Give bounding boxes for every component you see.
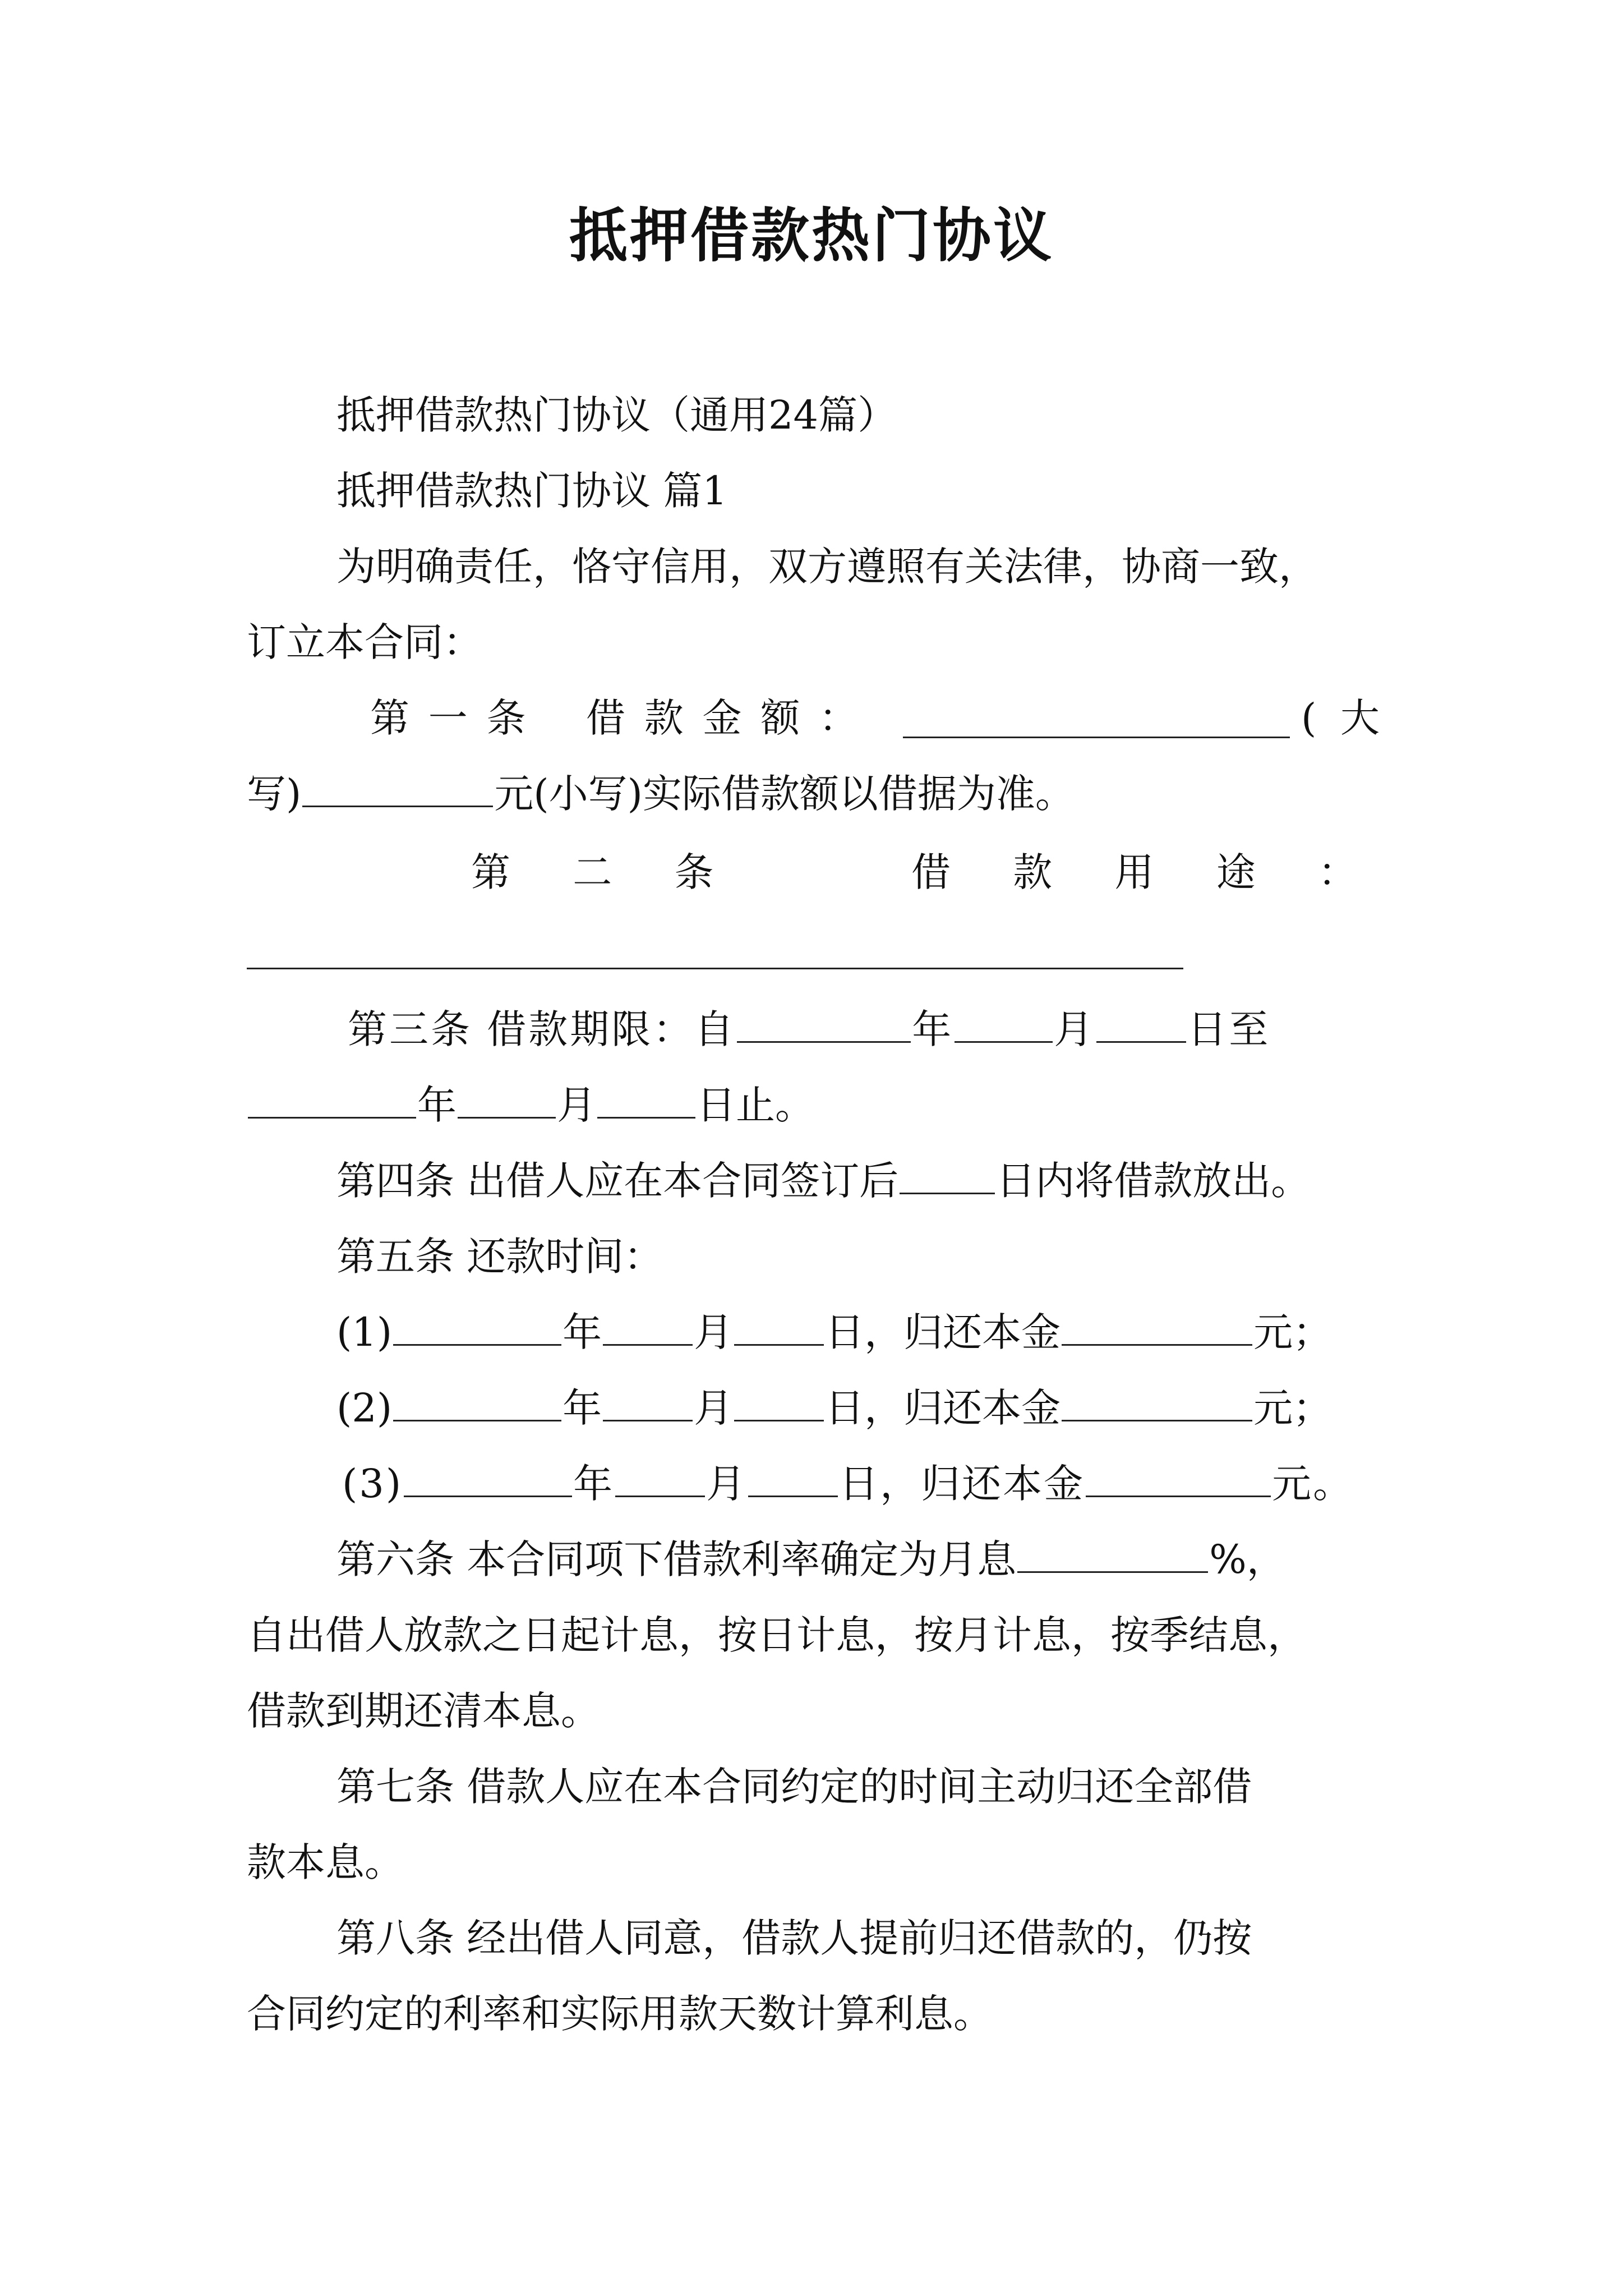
document-subtitle: 抵押借款热门协议（通用24篇） — [336, 392, 897, 438]
repayment-item-3 — [342, 1456, 1354, 1512]
article-3-line-1 — [348, 1001, 1270, 1057]
article-1-open-paren: ( — [1301, 695, 1317, 741]
end-year-blank — [248, 1082, 416, 1119]
article-2-char: 第 — [471, 849, 510, 895]
amount-uppercase-blank — [903, 737, 1290, 738]
repayment-day-blank — [734, 1309, 824, 1346]
article-7-line-2: 款本息。 — [247, 1839, 404, 1885]
repayment-year: 年 — [562, 1309, 602, 1355]
article-8-line-1: 第八条 经出借人同意，借款人提前归还借款的，仍按 — [336, 1915, 1252, 1961]
article-4 — [336, 1153, 1310, 1209]
repayment-end: 元； — [1253, 1385, 1332, 1431]
purpose-blank — [247, 968, 1183, 969]
article-1-line-2 — [247, 766, 1075, 822]
article-3-year: 年 — [912, 1006, 954, 1052]
amount-lowercase-blank — [302, 771, 493, 807]
repayment-end: 元； — [1253, 1309, 1332, 1355]
repayment-item-2 — [336, 1380, 1332, 1436]
end-day-blank — [597, 1082, 695, 1119]
repayment-day: 日，归还本金 — [825, 1309, 1061, 1355]
article-3-day-end: 日止。 — [697, 1082, 814, 1128]
article-6-line-2: 自出借人放款之日起计息，按日计息，按月计息，按季结息， — [247, 1612, 1307, 1658]
repayment-label: (3) — [342, 1461, 403, 1507]
article-3-month-2: 月 — [557, 1082, 596, 1128]
repayment-amount-blank — [1062, 1309, 1252, 1346]
repayment-year: 年 — [573, 1461, 615, 1507]
article-1-char: 金 — [702, 695, 742, 741]
article-2-char: 条 — [674, 849, 714, 895]
article-1-heading — [370, 690, 858, 746]
repayment-month-blank — [615, 1461, 705, 1497]
article-4-end: 日内将借款放出。 — [996, 1158, 1311, 1204]
article-6-line-1 — [336, 1531, 1286, 1588]
article-3-start: 第三条 借款期限：自 — [348, 1006, 736, 1052]
article-2-heading — [471, 844, 1357, 900]
article-6-end: %， — [1209, 1536, 1286, 1582]
intro-line-1: 为明确责任，恪守信用，双方遵照有关法律，协商一致， — [336, 544, 1318, 590]
repayment-item-1 — [336, 1304, 1332, 1360]
article-5-heading: 第五条 还款时间： — [336, 1234, 663, 1280]
article-1-char: ： — [819, 695, 858, 741]
document-title: 抵押借款热门协议 — [569, 201, 1054, 270]
article-3-day-to: 日至 — [1187, 1006, 1271, 1052]
interest-rate-blank — [1017, 1536, 1208, 1573]
repayment-month-blank — [603, 1385, 693, 1421]
article-1-char: 借 — [586, 695, 625, 741]
article-1-big: 大 — [1340, 695, 1380, 741]
article-7-line-1: 第七条 借款人应在本合同约定的时间主动归还全部借 — [336, 1764, 1252, 1810]
article-6-start: 第六条 本合同项下借款利率确定为月息 — [336, 1536, 1017, 1582]
article-3-month: 月 — [1054, 1006, 1096, 1052]
repayment-label: (2) — [336, 1385, 393, 1431]
article-1-line-2-rest: 元(小写)实际借款额以借据为准。 — [494, 771, 1075, 817]
repayment-day: 日，归还本金 — [839, 1461, 1085, 1507]
article-8-line-2: 合同约定的利率和实际用款天数计算利息。 — [247, 1991, 993, 2037]
article-1-char: 条 — [486, 695, 526, 741]
start-year-blank — [737, 1006, 911, 1043]
repayment-day-blank — [734, 1385, 824, 1421]
repayment-month-blank — [603, 1309, 693, 1346]
article-2-char: 借 — [911, 849, 951, 895]
repayment-month: 月 — [706, 1461, 748, 1507]
article-2-char: 用 — [1114, 849, 1154, 895]
repayment-month: 月 — [694, 1385, 734, 1431]
repayment-day-blank — [748, 1461, 838, 1497]
release-days-blank — [900, 1158, 995, 1194]
article-6-line-3: 借款到期还清本息。 — [247, 1688, 600, 1734]
repayment-amount-blank — [1086, 1461, 1271, 1497]
end-month-blank — [458, 1082, 556, 1119]
intro-line-2: 订立本合同： — [247, 619, 482, 665]
article-2-char: ： — [1318, 849, 1357, 895]
article-2-char: 二 — [573, 849, 612, 895]
repayment-year-blank — [393, 1385, 561, 1421]
start-month-blank — [955, 1006, 1053, 1043]
repayment-month: 月 — [694, 1309, 734, 1355]
repayment-year-blank — [404, 1461, 572, 1497]
repayment-day: 日，归还本金 — [825, 1385, 1061, 1431]
start-day-blank — [1096, 1006, 1186, 1043]
article-3-year-2: 年 — [417, 1082, 457, 1128]
repayment-year: 年 — [562, 1385, 602, 1431]
repayment-label: (1) — [336, 1309, 393, 1355]
repayment-end: 元。 — [1272, 1461, 1354, 1507]
article-1-char: 一 — [428, 695, 468, 741]
section-heading: 抵押借款热门协议 篇1 — [336, 468, 727, 514]
article-2-char: 途 — [1216, 849, 1256, 895]
article-1-line-2-start: 写) — [247, 771, 302, 817]
repayment-year-blank — [393, 1309, 561, 1346]
repayment-amount-blank — [1062, 1385, 1252, 1421]
article-1-char: 款 — [644, 695, 684, 741]
article-1-char: 额 — [760, 695, 800, 741]
article-4-start: 第四条 出借人应在本合同签订后 — [336, 1158, 899, 1204]
article-3-line-2 — [247, 1077, 814, 1133]
article-2-char: 款 — [1013, 849, 1053, 895]
article-1-char: 第 — [370, 695, 409, 741]
